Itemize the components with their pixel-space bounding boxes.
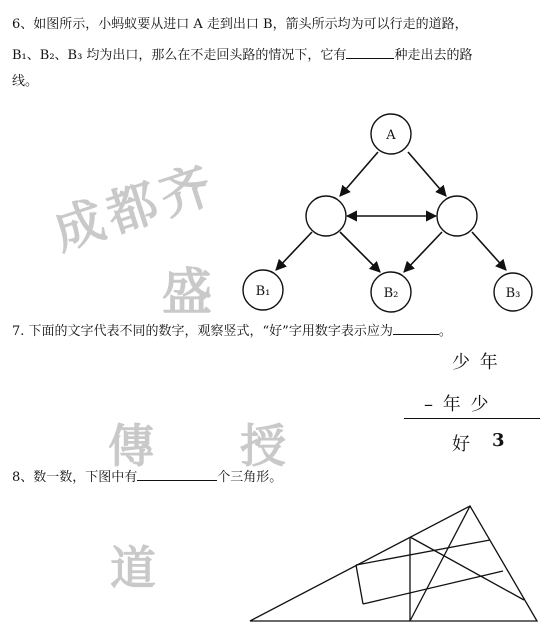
q6-line2-pre: B₁、B₂、B₃ 均为出口，那么在不走回头路的情况下，它有 <box>12 48 347 63</box>
q7-text-pre: 7. 下面的文字代表不同的数字，观察竖式，“好”字用数字表示应为 <box>12 324 393 339</box>
node-b3-label: B₃ <box>505 286 521 301</box>
q8-text-post: 个三角形。 <box>217 470 283 485</box>
q7-eq-row3-num: 3 <box>492 430 505 451</box>
node-b2-label: B₂ <box>383 286 399 301</box>
line-inner-2 <box>410 506 470 621</box>
node-a-label: A <box>386 128 396 143</box>
q7-eq-row1: 少 年 <box>452 352 500 373</box>
q6-line1: 6、如图所示，小蚂蚁要从进口 A 走到出口 B，箭头所示均为可以行走的道路， <box>12 17 468 32</box>
outer-triangle <box>250 506 537 621</box>
node-b1-label: B₁ <box>255 284 271 299</box>
watermark-dao: 道 <box>110 541 156 595</box>
q7-eq-row3-char: 好 <box>452 434 470 455</box>
watermark-chengdu: 成都齐 <box>46 153 225 262</box>
line-inner-4 <box>356 565 363 604</box>
q7-eq-row2: – 年 少 <box>424 394 491 415</box>
q7-text-post: 。 <box>438 324 452 339</box>
q6-line2-post: 种走出去的路 <box>394 48 473 63</box>
watermark-sheng: 盛 <box>162 262 212 321</box>
q6-line3: 线。 <box>12 74 39 89</box>
q8-text-pre: 8、数一数，下图中有 <box>12 470 138 485</box>
watermark-shou: 授 <box>240 419 286 473</box>
watermark-chuan: 傳 <box>108 419 154 473</box>
